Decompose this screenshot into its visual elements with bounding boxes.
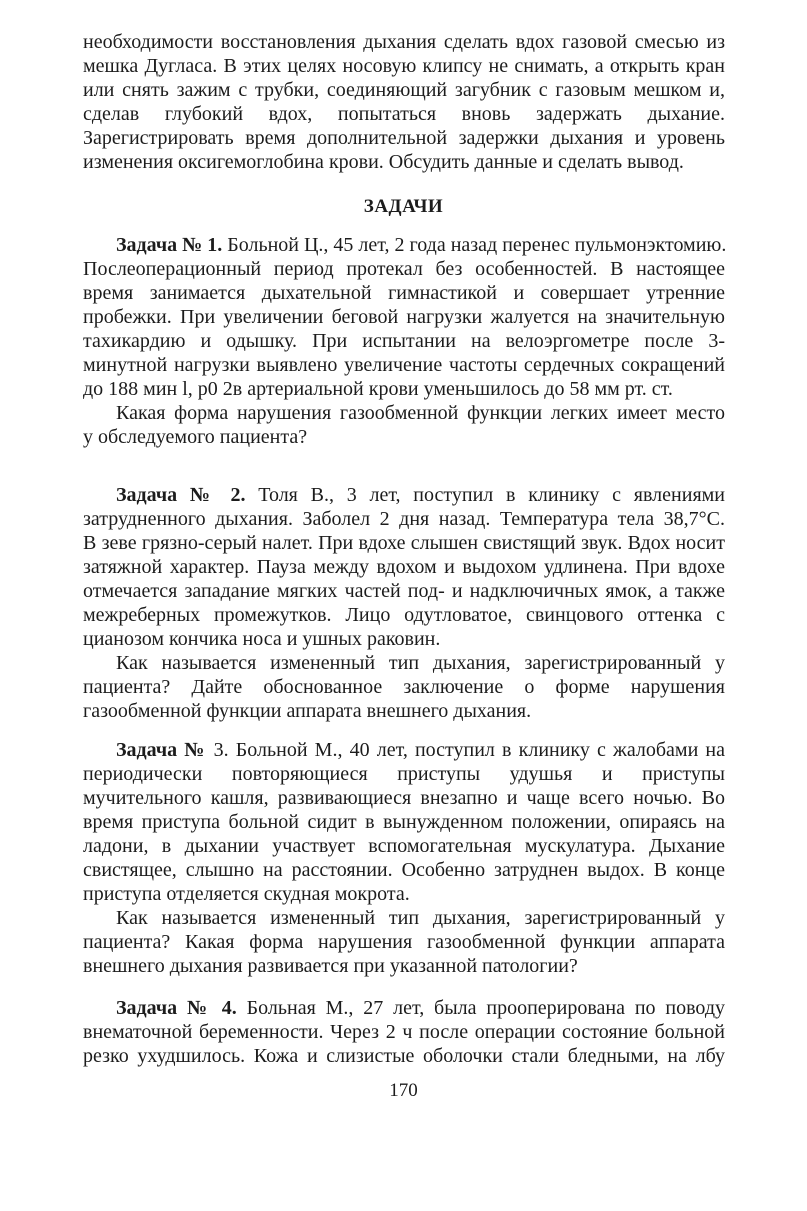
text-line: резко ухудшилось. Кожа и слизистые оболочки стали бледными, на лбу [83,1045,725,1067]
text-line: отмечается западание мягких частей под- и надключичных ямок, а также [83,580,725,602]
text-line: тахикардию и одышку. При испытании на велоэргометре после 3- [83,330,725,352]
task-question-line: пациента? Какая форма нарушения газообменной функции аппарата [83,931,725,953]
text-line: Зарегистрировать время дополнительной задержки дыхания и уровень [83,127,725,149]
text-line: мешка Дугласа. В этих целях носовую клипсу не снимать, а открыть кран [83,55,725,77]
text-line: межреберных промежутков. Лицо одутловатое, свинцового оттенка с [83,604,725,626]
text-line: затяжной характер. Пауза между вдохом и выдохом удлинена. При вдохе [83,556,725,578]
task-question-line: у обследуемого пациента? [83,426,308,448]
text-line: пробежки. При увеличении беговой нагрузки жалуется на значительную [83,306,725,328]
text-line: ладони, в дыхании участвует вспомогательная мускулатура. Дыхание [83,835,725,857]
text-line: цианозом кончика носа и ушных раковин. [83,628,441,650]
task-first-line [116,233,725,257]
text-line: изменения оксигемоглобина крови. Обсудить данные и сделать вывод. [83,151,684,173]
task-text: 3. Больной М., 40 лет, поступил в клинику с жалобами на [206,739,726,761]
task-first-line [116,483,725,507]
section-heading: ЗАДАЧИ [363,196,444,217]
page-number: 170 [389,1080,418,1101]
text-line: Послеоперационный период протекал без особенностей. В настоящее [83,258,725,280]
text-line: или снять зажим с трубки, соединяющий загубник с газовым мешком и, [83,79,725,101]
task-label: Задача № 2. [116,484,246,506]
text-line: внематочной беременности. Через 2 ч после операции состояние больной [83,1021,725,1043]
task-question-line: газообменной функции аппарата внешнего дыхания. [83,700,532,722]
text-line: необходимости восстановления дыхания сделать вдох газовой смесью из [83,31,725,53]
task-first-line [116,996,725,1020]
task-text: Больной Ц., 45 лет, 2 года назад перенес пульмонэктомию. [222,234,727,256]
text-line: В зеве грязно-серый налет. При вдохе слышен свистящий звук. Вдох носит [83,532,725,554]
text-line: время занимается дыхательной гимнастикой и совершает утренние [83,282,725,304]
text-line: свистящее, слышно на расстоянии. Особенно затруднен выдох. В конце [83,859,725,881]
text-line: мучительного кашля, развивающиеся внезапно и чаще всего ночью. Во [83,787,725,809]
text-line: до 188 мин l, р0 2в артериальной крови уменьшилось до 58 мм рт. ст. [83,378,673,400]
task-label: Задача № [116,739,207,761]
text-line: минутной нагрузки выявлено увеличение частоты сердечных сокращений [83,354,725,376]
task-text: Толя В., 3 лет, поступил в клинику с явлениями [245,484,726,506]
task-first-line [116,738,725,762]
text-line: затрудненного дыхания. Заболел 2 дня назад. Температура тела 38,7°С. [83,508,725,530]
task-question-line: Как называется измененный тип дыхания, зарегистрированный у [116,652,725,674]
text-line: время приступа больной сидит в вынужденном положении, опираясь на [83,811,725,833]
task-question-line: Как называется измененный тип дыхания, зарегистрированный у [116,907,725,929]
task-question-line: внешнего дыхания развивается при указанной патологии? [83,955,578,977]
text-line: сделав глубокий вдох, попытаться вновь задержать дыхание. [83,103,725,125]
text-line: приступа отделяется скудная мокрота. [83,883,410,905]
task-label: Задача № 1. [116,234,223,256]
task-text: Больная М., 27 лет, была прооперирована по поводу [236,997,726,1019]
task-question-line: пациента? Дайте обоснованное заключение о форме нарушения [83,676,725,698]
text-line: периодически повторяющиеся приступы удушья и приступы [83,763,725,785]
task-label: Задача № 4. [116,997,237,1019]
task-question-line: Какая форма нарушения газообменной функции легких имеет место [116,402,725,424]
